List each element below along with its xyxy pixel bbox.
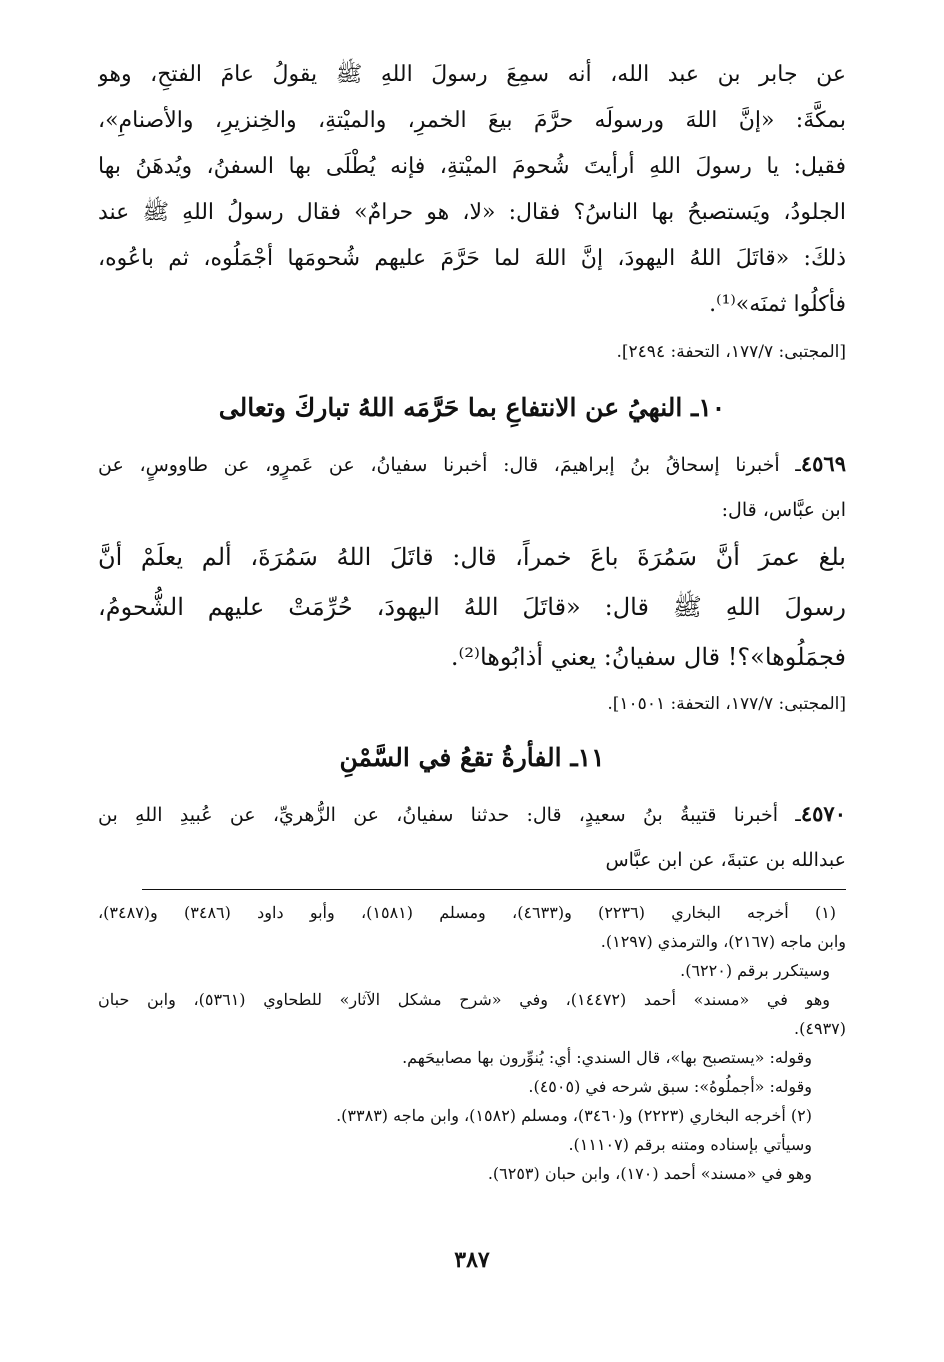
footnote-divider	[142, 889, 846, 890]
hadith-isnad-4569	[98, 444, 846, 536]
text-line: بلغ عمرَ أنَّ سَمُرَةَ باعَ خمراً، قال: قاتَلَ اللهُ سَمُرَةَ، ألم يعلَمْ أنَّ	[98, 543, 846, 571]
footnote-line: وسيتكرر برقم (٦٢٢٠).	[680, 961, 830, 980]
text-line: رسولَ اللهِ ﷺ قال: «قاتَلَ اللهُ اليهودَ، حُرِّمَتْ عليهم الشُّحومُ،	[98, 593, 846, 621]
text-line: الجلودُ، ويَستصبحُ بها الناسُ؟ فقال: «لا، هو حرامٌ» فقال رسولُ اللهِ ﷺ عند	[98, 200, 846, 225]
text-line: فجمَلُوها»؟! قال سفيانُ: يعني أذابُوها⁽²⁾.	[450, 643, 846, 671]
section-heading: ١٠ـ النهيُ عن الانتفاعِ بما حَرَّمَه اللهُ تباركَ وتعالى	[218, 393, 726, 422]
footnote-line: (١) أخرجه البخاري (٢٢٣٦) و(٤٦٣٣)، ومسلم (١٥٨١)، وأبو داود (٣٤٨٦) و(٣٤٨٧)،	[98, 903, 837, 922]
footnote-line: وقوله: «أجملُوهُ»: سبق شرحه في (٤٥٠٥).	[528, 1077, 812, 1096]
text-line: عن جابر بن عبد الله، أنه سمِعَ رسولَ اللهِ ﷺ يقولُ عامَ الفتحِ، وهو	[98, 62, 846, 87]
section-heading: ١١ـ الفأرةُ تقعُ في السَّمْنِ	[339, 743, 605, 772]
isnad-line: ابن عبَّاس، قال:	[721, 499, 846, 521]
footnote-line: وسيأتي بإسناده ومتنه برقم (١١١٠٧).	[568, 1135, 812, 1154]
isnad-text: ـ أخبرنا قتيبةُ بنُ سعيدٍ، قال: حدثنا سفيانُ، عن الزُّهريِّ، عن عُبيدِ اللهِ بن	[98, 804, 801, 826]
text-line: فقيل: يا رسولَ اللهِ أرأيتَ شُحومَ الميْتةِ، فإنه يُطْلَى بها السفنُ، ويُدهَنُ بها	[98, 154, 846, 179]
reference-note: [المجتبى: ١٧٧/٧، التحفة: ١٠٥٠١].	[607, 694, 846, 714]
isnad-line: عبدالله بن عتبةَ، عن ابن عبَّاس	[605, 849, 846, 871]
footnote-line: (٤٩٣٧).	[794, 1019, 846, 1038]
footnote-line: وقوله: «يستصبح بها»، قال السندي: أي: يُنوِّرون بها مصابيحَهم.	[402, 1048, 812, 1067]
footnotes	[98, 898, 846, 1188]
footnote-line: وهو في «مسند» أحمد (١٧٠)، وابن حبان (٦٢٥٣).	[487, 1164, 812, 1183]
footnote-line: (٢) أخرجه البخاري (٢٢٢٣) و(٣٤٦٠)، ومسلم (١٥٨٢)، وابن ماجه (٣٣٨٣).	[336, 1106, 812, 1125]
hadith-text-main	[98, 52, 846, 328]
footnote-line: وابن ماجه (٢١٦٧)، والترمذي (١٢٩٧).	[600, 932, 846, 951]
reference-note: [المجتبى: ١٧٧/٧، التحفة: ٢٤٩٤].	[616, 342, 846, 362]
hadith-number: ٤٥٦٩	[800, 451, 846, 476]
hadith-text-4569	[98, 532, 846, 682]
page-number: ٣٨٧	[454, 1247, 490, 1273]
footnote-line: وهو في «مسند» أحمد (١٤٤٧٢)، وفي «شرح مشكل الآثار» للطحاوي (٥٣٦١)، وابن حبان	[98, 990, 830, 1009]
isnad-line	[98, 794, 846, 840]
text-line: ذلكَ: «قاتَلَ اللهُ اليهودَ، إنَّ اللهَ لما حَرَّمَ عليهم شُحومَها أجْمَلُوه، ثم باعُوه،	[98, 246, 846, 271]
hadith-isnad-4570	[98, 794, 846, 886]
text-line: فأكلُوا ثمنَه»⁽¹⁾.	[709, 292, 846, 317]
text-line: بمكَّةَ: «إنَّ اللهَ ورسولَه حرَّمَ بيعَ الخمرِ، والميْتةِ، والخِنزيرِ، والأصنامِ»،	[98, 108, 846, 133]
hadith-number: ٤٥٧٠	[800, 801, 846, 826]
isnad-text: ـ أخبرنا إسحاقُ بنُ إبراهيمَ، قال: أخبرنا سفيانُ، عن عَمرٍو، عن طاووسٍ، عن	[98, 454, 801, 476]
isnad-line	[98, 444, 846, 490]
